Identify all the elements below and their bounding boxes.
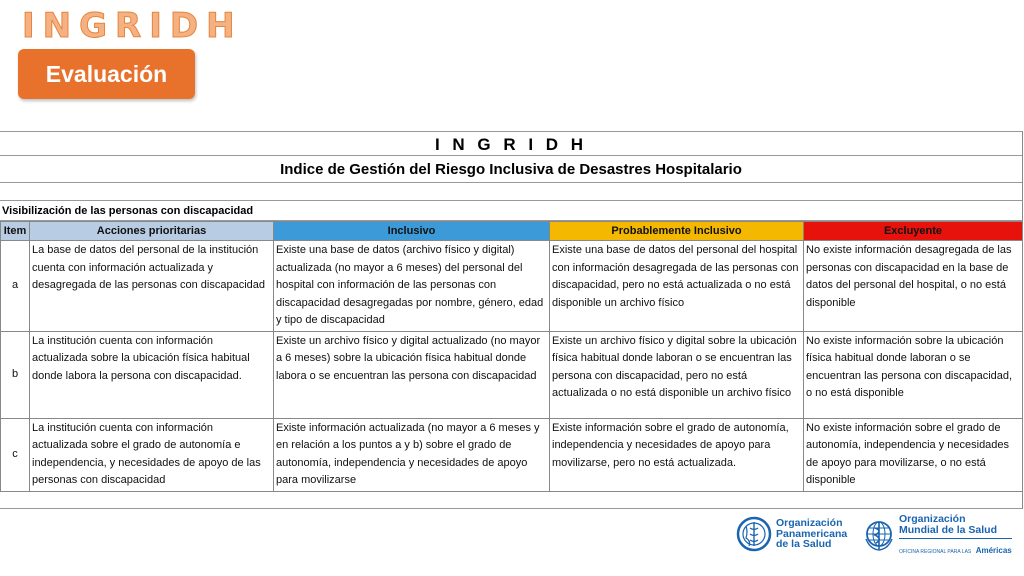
who-line-1: Organización (899, 513, 966, 525)
who-logo (862, 514, 1012, 558)
accion-cell: La institución cuenta con información actualizada sobre el grado de autonomía e independencia, y necesidades de apoyo de las personas con discapacidad (30, 418, 274, 491)
excluyente-cell: No existe información sobre el grado de autonomía, independencia y necesidades de apoyo para movilizarse, o no está disponible (804, 418, 1023, 491)
probable-cell: Existe información sobre el grado de autonomía, independencia y necesidades de apoyo para movilizarse, pero no está actualizada. (550, 418, 804, 491)
who-text (899, 514, 1012, 558)
section-title: Visibilización de las personas con discapacidad (0, 201, 1022, 221)
blank-row (0, 183, 1022, 201)
table-row (1, 331, 1023, 418)
table-header-row (1, 222, 1023, 241)
col-header-excluyente: Excluyente (804, 222, 1023, 241)
col-header-item: Item (1, 222, 30, 241)
who-region-name: Américas (975, 546, 1012, 555)
paho-line-2: Panamericana (776, 527, 848, 540)
item-cell: a (1, 241, 30, 332)
excluyente-cell: No existe información sobre la ubicación física habitual donde laboran o se encuentran las persona con discapacidad, o no está disponible (804, 331, 1023, 418)
who-region (899, 538, 1012, 558)
paho-logo (736, 516, 847, 552)
paho-emblem-icon (736, 516, 772, 552)
table-row (1, 241, 1023, 332)
inclusivo-cell: Existe información actualizada (no mayor a 6 meses y en relación a los puntos a y b) sobre el grado de autonomía, independencia y necesidades de apoyo para movilizarse (274, 418, 550, 491)
excluyente-cell: No existe información desagregada de las personas con discapacidad en la base de datos del personal del hospital, o no está disponible (804, 241, 1023, 332)
evaluacion-badge: Evaluación (18, 49, 195, 99)
ingridh-sheet (0, 131, 1023, 509)
paho-line-1: Organización (776, 517, 843, 530)
inclusivo-cell: Existe un archivo físico y digital actualizado (no mayor a 6 meses) sobre la ubicación física habitual donde labora o se encuentran las persona con discapacidad (274, 331, 550, 418)
paho-name (776, 518, 847, 550)
sheet-subtitle: Indice de Gestión del Riesgo Inclusiva de Desastres Hospitalario (0, 156, 1022, 183)
col-header-inclusivo: Inclusivo (274, 222, 550, 241)
sheet-title: I N G R I D H (0, 131, 1022, 156)
probable-cell: Existe un archivo físico y digital sobre la ubicación física habitual donde laboran o se encuentran las persona con discapacidad, pero no está actualizada o no está disponible un archivo físico (550, 331, 804, 418)
accion-cell: La base de datos del personal de la institución cuenta con información actualizada y desagregada de las personas con discapacidad (30, 241, 274, 332)
brand-title: INGRIDH (22, 6, 243, 46)
criteria-table (0, 221, 1023, 492)
col-header-acciones: Acciones prioritarias (30, 222, 274, 241)
inclusivo-cell: Existe una base de datos (archivo físico y digital) actualizada (no mayor a 6 meses) del personal del hospital con información de las personas con discapacidad desagregadas por nombre, género, edad y tipo de discapacidad (274, 241, 550, 332)
blank-row (0, 492, 1022, 509)
col-header-probable: Probablemente Inclusivo (550, 222, 804, 241)
accion-cell: La institución cuenta con información actualizada sobre la ubicación física habitual donde labora la persona con discapacidad. (30, 331, 274, 418)
probable-cell: Existe una base de datos del personal del hospital con información desagregada de las personas con discapacidad, pero no está actualizada o no está disponible un archivo físico (550, 241, 804, 332)
item-cell: b (1, 331, 30, 418)
logos-area (736, 512, 1024, 558)
table-row (1, 418, 1023, 491)
who-sub: OFICINA REGIONAL PARA LAS (899, 549, 972, 555)
who-line-2: Mundial de la Salud (899, 523, 998, 536)
paho-line-3: de la Salud (776, 538, 832, 551)
item-cell: c (1, 418, 30, 491)
who-emblem-icon (862, 519, 896, 553)
